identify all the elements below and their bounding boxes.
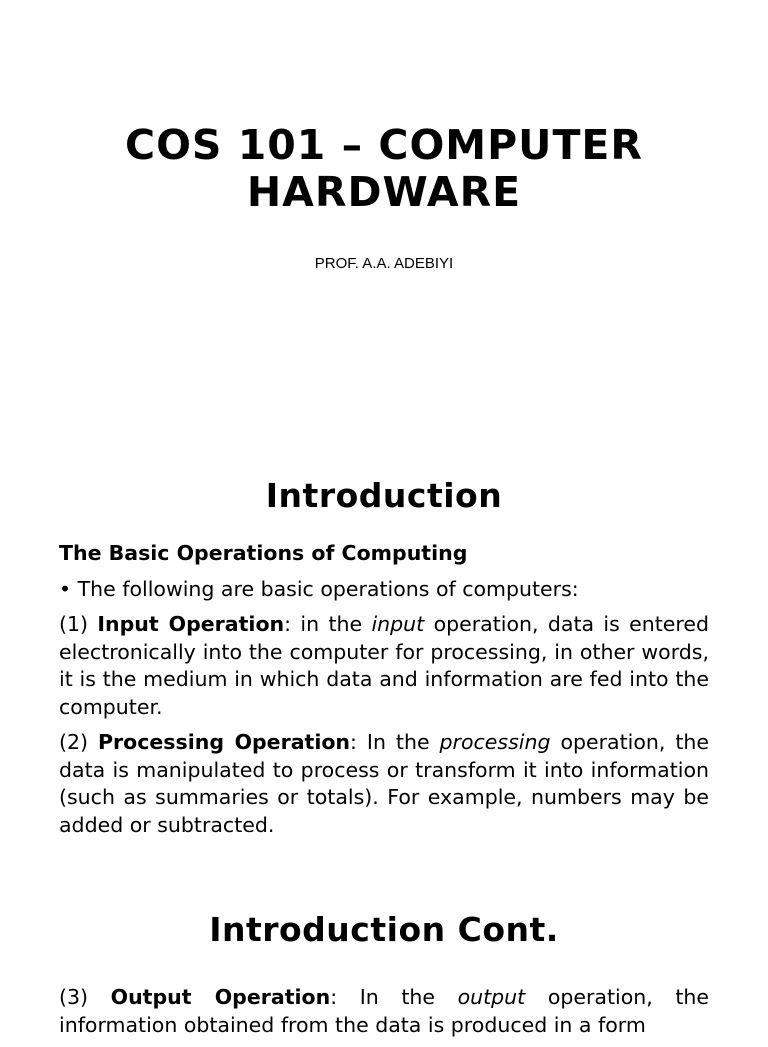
slide-body — [59, 540, 709, 847]
title-slide — [0, 0, 768, 432]
item-number: (1) — [59, 612, 98, 636]
italic-term: input — [371, 612, 425, 636]
item-connector: : In the — [330, 985, 458, 1009]
processing-operation-paragraph — [59, 729, 709, 839]
slide-title: Introduction Cont. — [209, 910, 559, 949]
item-number: (3) — [59, 985, 111, 1009]
term-input-operation: Input Operation — [97, 612, 285, 636]
term-processing-operation: Processing Operation — [98, 730, 351, 754]
slide-title: Introduction — [265, 476, 503, 515]
item-connector: : in the — [284, 612, 372, 636]
introduction-cont-slide — [0, 864, 768, 1037]
output-operation-paragraph — [59, 984, 709, 1039]
item-description: operation, the information obtained from the data is produced in a form — [59, 985, 709, 1037]
item-description: operation, the data is manipulated to process or transform it into information (such as summaries or totals). For example, numbers may be added or subtracted. — [59, 730, 709, 837]
term-output-operation: Output Operation — [110, 985, 331, 1009]
item-connector: : In the — [350, 730, 440, 754]
input-operation-paragraph — [59, 611, 709, 721]
introduction-slide — [0, 432, 768, 864]
italic-term: processing — [439, 730, 551, 754]
bullet-point: • The following are basic operations of computers: — [59, 576, 579, 601]
author-name: PROF. A.A. ADEBIYI — [314, 255, 454, 272]
italic-term: output — [457, 985, 526, 1009]
item-number: (2) — [59, 730, 99, 754]
section-heading: The Basic Operations of Computing — [59, 541, 468, 565]
slide-body — [59, 984, 709, 1047]
item-description: operation, data is entered electronically into the computer for processing, in other words, it is the medium in which data and information are fed into the computer. — [59, 612, 709, 719]
main-title: COS 101 – COMPUTER HARDWARE — [124, 121, 643, 216]
